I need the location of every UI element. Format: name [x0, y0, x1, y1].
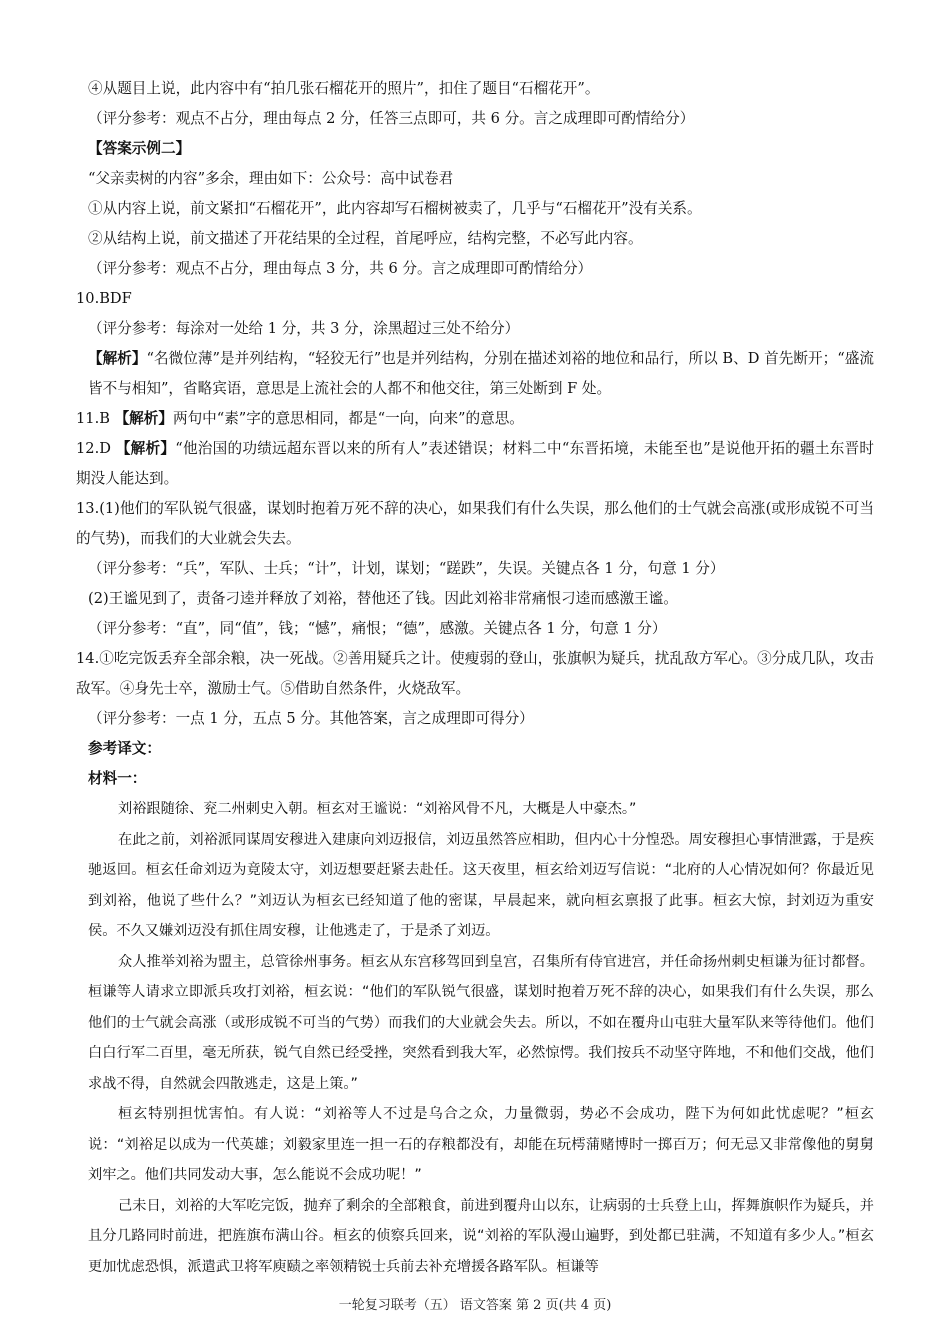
reference-translation-heading: 参考译文：: [88, 740, 161, 757]
material-one-heading: 材料一：: [88, 770, 147, 787]
q12-text: “他治国的功绩远超东晋以来的所有人”表述错误；材料二中“东晋拓境，未能至也”是说他开拓的疆土东晋时期没人能达到。: [76, 440, 874, 487]
example-two-intro: “父亲卖树的内容”多余，理由如下：公众号：高中试卷君: [88, 170, 454, 187]
example-two-point-2: ②从结构上说，前文描述了开花结果的全过程，首尾呼应，结构完整，不必写此内容。: [88, 230, 643, 247]
translation-paragraph-3: 众人推举刘裕为盟主，总管徐州事务。桓玄从东宫移驾回到皇宫，召集所有侍官进宫，并任命扬州刺史桓谦为征讨都督。桓谦等人请求立即派兵攻打刘裕，桓玄说：“他们的军队锐气很盛，谋划时抱着万死不辞的决心，如果我们有什么失误，那么他们的士气就会高涨（或形成锐不可当的气势）而我们的大业就会失去。所以，不如在覆舟山屯驻大量军队来等待他们。他们白白行军二百里，毫无所获，锐气自然已经受挫，突然看到我大军，必然惊愕。我们按兵不动坚守阵地，不和他们交战，他们求战不得，自然就会四散逃走，这是上策。”: [88, 953, 874, 1092]
translation-paragraph-1: 刘裕跟随徐、兖二州刺史入朝。桓玄对王谧说：“刘裕风骨不凡，大概是人中豪杰。”: [118, 801, 637, 817]
analysis-tag: 【解析】: [88, 350, 147, 367]
q14-answer: 14.①吃完饭丢弃全部余粮，决一死战。②善用疑兵之计。使瘦弱的登山，张旗帜为疑兵，扰乱敌方军心。③分成几队，攻击敌军。④身先士卒，激励士气。⑤借助自然条件，火烧敌军。: [76, 650, 874, 697]
q12-answer: [76, 434, 874, 494]
answer-line-4: ④从题目上说，此内容中有“拍几张石榴花开的照片”，扣住了题目“石榴花开”。: [88, 80, 600, 97]
q10-analysis-text: “名微位薄”是并列结构，“轻狡无行”也是并列结构，分别在描述刘裕的地位和品行，所以 B、D 首先断开；“盛流皆不与相知”，省略宾语，意思是上流社会的人都不和他交往，第三处断到 F 处。: [88, 350, 874, 397]
example-two-point-1: ①从内容上说，前文紧扣“石榴花开”，此内容却写石榴树被卖了，几乎与“石榴花开”没有关系。: [88, 200, 702, 217]
q11-text: 两句中“素”字的意思相同，都是“一向，向来”的意思。: [172, 410, 524, 427]
translation-paragraph-5: 己未日，刘裕的大军吃完饭，抛弃了剩余的全部粮食，前进到覆舟山以东，让病弱的士兵登上山，挥舞旗帜作为疑兵，并且分几路同时前进，把旌旗布满山谷。桓玄的侦察兵回来，说“刘裕的军队漫山遍野，到处都已驻满，不知道有多少人。”桓玄更加忧虑恐惧，派遣武卫将军庾赜之率领精锐士兵前去补充增援各路军队。桓谦等: [88, 1197, 874, 1275]
q13-part-2-score: （评分参考：“直”，同“值”，钱；“憾”，痛恨；“德”，感激。关键点各 1 分，句意 1 分）: [88, 620, 667, 637]
translation-paragraph-2: 在此之前，刘裕派同谋周安穆进入建康向刘迈报信，刘迈虽然答应相助，但内心十分惶恐。周安穆担心事情泄露，于是疾驰返回。桓玄任命刘迈为竟陵太守，刘迈想要赶紧去赴任。这天夜里，桓玄给刘迈写信说：“北府的人心情况如何？你最近见到刘裕，他说了些什么？”刘迈认为桓玄已经知道了他的密谋，早晨起来，就向桓玄禀报了此事。桓玄大惊，封刘迈为重安侯。不久又嫌刘迈没有抓住周安穆，让他逃走了，于是杀了刘迈。: [88, 831, 874, 939]
q13-part-2: (2)王谧见到了，责备刁逵并释放了刘裕，替他还了钱。因此刘裕非常痛恨刁逵而感激王谧。: [88, 590, 678, 607]
score-note-2: （评分参考：观点不占分，理由每点 3 分，共 6 分。言之成理即可酌情给分）: [88, 260, 593, 277]
q10-analysis: [88, 344, 874, 404]
q10-answer: 10.BDF: [76, 290, 132, 307]
score-note: （评分参考：观点不占分，理由每点 2 分，任答三点即可，共 6 分。言之成理即可酌情给分）: [88, 110, 695, 127]
example-two-heading: 【答案示例二】: [88, 140, 191, 157]
q11-num: 11.B: [76, 410, 110, 427]
page-content: [76, 74, 874, 1282]
footer-exam: 一轮复习联考（五）: [338, 1298, 456, 1313]
translation-paragraph-4: 桓玄特别担忧害怕。有人说：“刘裕等人不过是乌合之众，力量微弱，势必不会成功，陛下为何如此忧虑呢？”桓玄说：“刘裕足以成为一代英雄；刘毅家里连一担一石的存粮都没有，却能在玩樗蒲赌博时一掷百万；何无忌又非常像他的舅舅刘牢之。他们共同发动大事，怎么能说不会成功呢！”: [88, 1106, 874, 1183]
q11-answer: [76, 404, 874, 434]
q12-num: 12.D: [76, 440, 111, 457]
analysis-tag: 【解析】: [115, 440, 176, 457]
page-footer: [0, 1296, 950, 1316]
q13-part-1-score: （评分参考：“兵”，军队、士兵；“计”，计划，谋划；“蹉跌”，失误。关键点各 1 分，句意 1 分）: [88, 560, 725, 577]
q13-part-1: 13.(1)他们的军队锐气很盛，谋划时抱着万死不辞的决心，如果我们有什么失误，那么他们的士气就会高涨(或形成锐不可当的气势)，而我们的大业就会失去。: [76, 500, 874, 547]
footer-subject: 语文答案: [459, 1298, 512, 1313]
analysis-tag: 【解析】: [114, 410, 173, 427]
q14-score: （评分参考：一点 1 分，五点 5 分。其他答案，言之成理即可得分）: [88, 710, 534, 727]
footer-page-number: 第 2 页(共 4 页): [516, 1298, 612, 1313]
q10-score: （评分参考：每涂对一处给 1 分，共 3 分，涂黑超过三处不给分）: [88, 320, 520, 337]
